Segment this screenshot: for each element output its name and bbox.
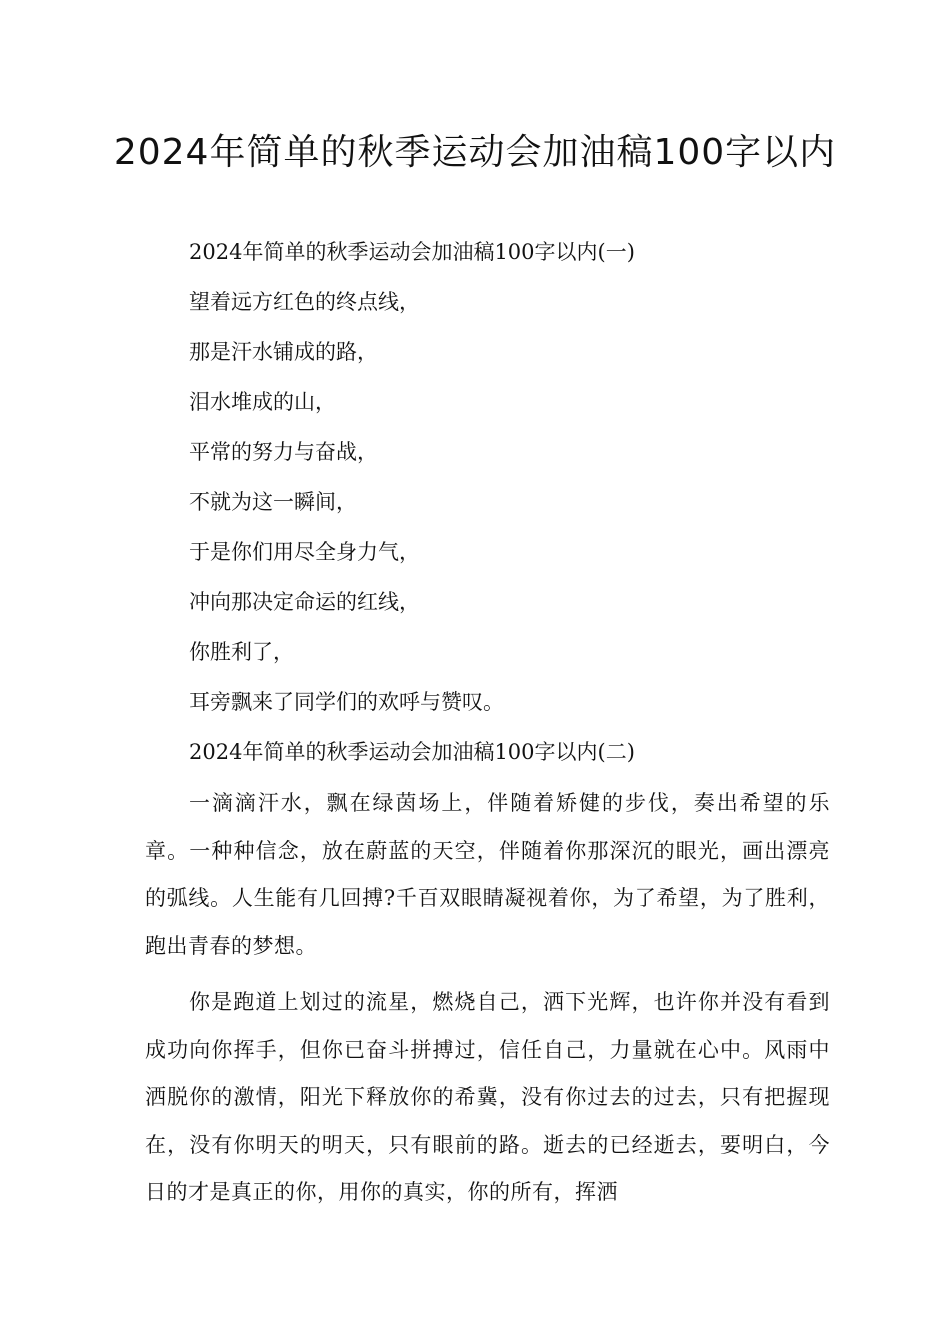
poem-line: 你胜利了，: [189, 640, 294, 664]
poem-line: 耳旁飘来了同学们的欢呼与赞叹。: [189, 690, 504, 714]
poem-line: 那是汗水铺成的路，: [189, 340, 378, 364]
poem-line: 望着远方红色的终点线，: [189, 290, 420, 314]
section-heading-2: 2024年简单的秋季运动会加油稿100字以内(二): [189, 740, 635, 764]
paragraph: 你是跑道上划过的流星，燃烧自己，洒下光辉，也许你并没有看到成功向你挥手，但你已奋斗拼搏过，信任自己，力量就在心中。风雨中洒脱你的激情，阳光下释放你的希冀，没有你过去的过去，只有把握现在，没有你明天的明天，只有眼前的路。逝去的已经逝去，要明白，今日的才是真正的你，用你的真实，你的所有，挥洒: [145, 990, 830, 1204]
poem-line: 平常的努力与奋战，: [189, 440, 378, 464]
poem-line: 于是你们用尽全身力气，: [189, 540, 420, 564]
poem-lines: [145, 280, 830, 730]
document-body: [145, 230, 830, 1226]
section-heading-1: 2024年简单的秋季运动会加油稿100字以内(一): [189, 240, 635, 264]
poem-line: 泪水堆成的山，: [189, 390, 336, 414]
document-title: 2024年简单的秋季运动会加油稿100字以内: [113, 132, 837, 173]
paragraph: 一滴滴汗水，飘在绿茵场上，伴随着矫健的步伐，奏出希望的乐章。一种种信念，放在蔚蓝的天空，伴随着你那深沉的眼光，画出漂亮的弧线。人生能有几回搏?千百双眼睛凝视着你，为了希望，为了胜利，跑出青春的梦想。: [145, 791, 830, 958]
poem-line: 不就为这一瞬间，: [189, 490, 357, 514]
poem-line: 冲向那决定命运的红线，: [189, 590, 420, 614]
